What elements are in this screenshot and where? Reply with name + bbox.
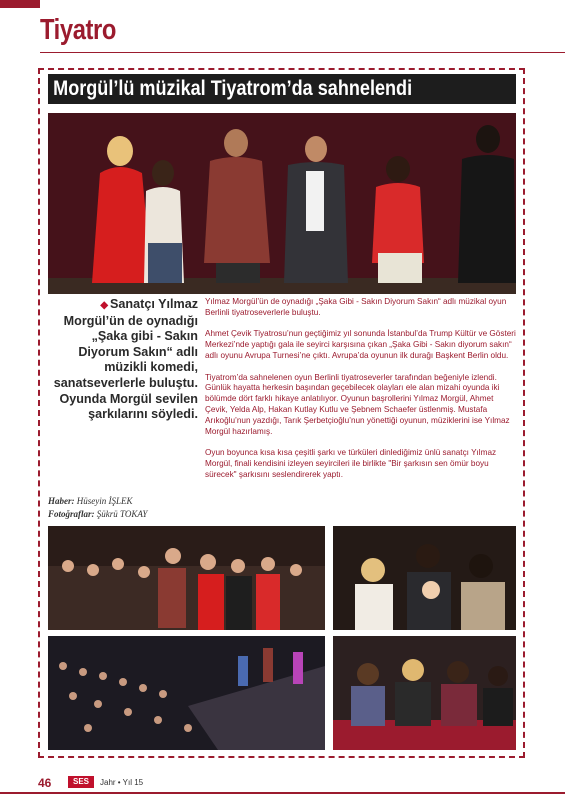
body-paragraph: Ahmet Çevik Tiyatrosu’nun geçtiğimiz yıl sonunda İstanbul’da Trump Kültür ve Gösteri Merkezi’nde yaptığı gala ile seyirci karşısına çıkan „Şaka Gibi - Sakın diyorum sakın“ adlı oyunu Avrupa Turnesi’ne çıktı. Avrupa’da oyunun ilk durağı Başkent Berlin oldu.	[205, 329, 516, 360]
page-number: 46	[38, 776, 52, 790]
writer-name: Hüseyin İŞLEK	[76, 496, 133, 506]
magazine-logo: SES	[68, 776, 94, 788]
article-body	[205, 297, 517, 491]
article-credits	[48, 495, 203, 521]
section-title: Tiyatro	[40, 14, 116, 46]
issue-label: Jahr • Yıl 15	[100, 778, 144, 787]
photographer-label: Fotoğraflar:	[48, 509, 95, 519]
photographer-name: Şükrü TOKAY	[96, 509, 148, 519]
headline-bar	[48, 74, 516, 104]
section-title-rule	[40, 52, 565, 53]
main-stage-photo	[48, 113, 516, 294]
body-paragraph: Tiyatrom’da sahnelenen oyun Berlinli tiyatroseverler tarafından beğeniyle izlendi. Günlük hayatta herkesin başından geçebilecek olayları ele alan mizahi oyunda iki bölümde dört farklı hikaye anlatılıyor. Oyunun başrollerini Yılmaz Morgül, Ahmet Çevik, Yelda Alp, Hakan Kutlay Kutlu ve Şebnem Schaefer üstlenmiş. Mustafa Arıkoğlu’nun yazdığı, Tarık Şerbetçioğlu’nun yönettiği oyunun, müziklerini ise Yılmaz Morgül hazırlamış.	[205, 372, 510, 436]
body-paragraph: Oyun boyunca kısa kısa çeşitli şarkı ve türküleri dinlediğimiz ünlü sanatçı Yılmaz Morgül, finali kendisini izleyen seyircileri ile birlikte "Bir şarkısın sen ömür boyu sürecek" şarkısını seslendirerek yaptı.	[205, 448, 497, 479]
photographer-credit	[48, 508, 203, 521]
artist-with-child-photo	[333, 526, 516, 630]
pull-quote	[48, 297, 198, 423]
article-headline: Morgül’lü müzikal Tiyatrom’da sahnelendi	[53, 77, 413, 100]
pull-quote-text: Sanatçı Yılmaz Morgül’ün de oynadığı „Şaka gibi - Sakın Diyorum Sakın“ adlı müzikli komedi, sanatseverlerle buluştu. Oyunda Morgül sevilen şarkılarını söyledi.	[53, 297, 198, 422]
body-paragraph: Yılmaz Morgül’ün de oynadığı „Şaka Gibi - Sakın Diyorum Sakın“ adlı müzikal oyun Berlinli tiyatroseverlerle buluştu.	[205, 297, 507, 317]
audience-selfie-photo	[48, 526, 325, 630]
footer-rule	[0, 792, 565, 794]
audience-women-photo	[333, 636, 516, 750]
writer-credit	[48, 495, 203, 508]
section-tab-marker	[0, 0, 40, 8]
pull-quote-marker-icon: ◆	[100, 300, 109, 311]
writer-label: Haber:	[48, 496, 75, 506]
theater-hall-photo	[48, 636, 325, 750]
